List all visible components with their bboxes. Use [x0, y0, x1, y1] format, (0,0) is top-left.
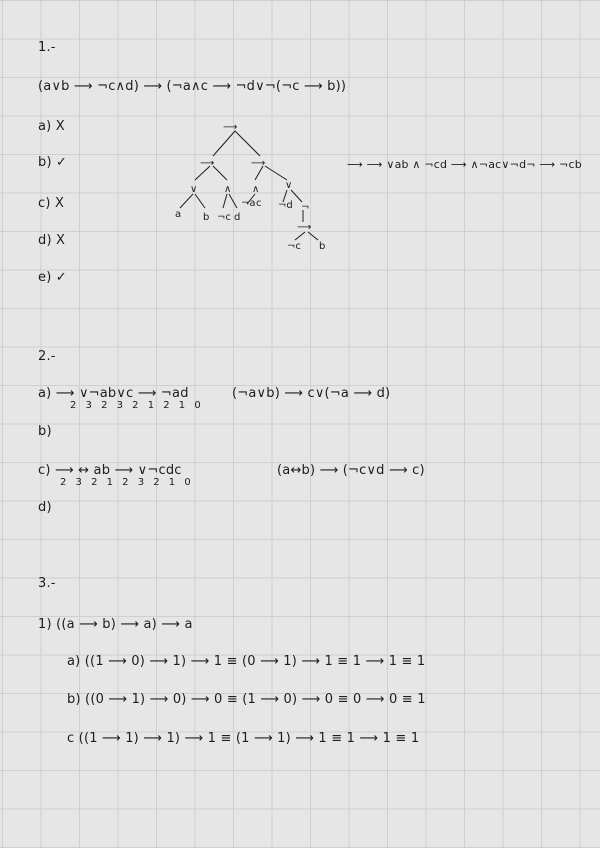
- tree-leaf: ¬c: [287, 241, 301, 252]
- s3-line-b: b) ((0 ⟶ 1) ⟶ 0) ⟶ 0 ≡ (1 ⟶ 0) ⟶ 0 ≡ 0 ⟶ 0 ≡ 1: [67, 692, 426, 707]
- tree-edge: [308, 232, 318, 240]
- tree-leaf: ¬c: [217, 212, 231, 223]
- s2-a-infix: (¬a∨b) ⟶ c∨(¬a ⟶ d): [232, 386, 391, 401]
- tree-node: ⟶: [200, 158, 215, 169]
- s2-c-infix: (a↔b) ⟶ (¬c∨d ⟶ c): [277, 463, 425, 478]
- tree-node: ⟶: [223, 122, 238, 133]
- section-2-heading: 2.-: [38, 349, 56, 364]
- tree-edge: [235, 131, 260, 156]
- tree-edge: [195, 194, 205, 208]
- tree-edge: [265, 166, 287, 180]
- tree-node: ∨: [285, 180, 293, 191]
- tree-leaf: a: [175, 209, 182, 220]
- answer-e: e) ✓: [38, 270, 67, 285]
- tree-leaf: c: [256, 198, 262, 209]
- tree-leaf: ¬d: [278, 200, 293, 211]
- polish-notation: ⟶ ⟶ ∨ab ∧ ¬cd ⟶ ∧¬ac∨¬d¬ ⟶ ¬cb: [347, 158, 582, 171]
- tree-node: ⟶: [297, 222, 312, 233]
- answer-d: d) X: [38, 233, 66, 248]
- tree-node: ∨: [190, 184, 198, 195]
- s2-a-line: a) ⟶ ∨¬ab∨c ⟶ ¬ad: [38, 386, 189, 401]
- tree-node: ∧: [252, 184, 260, 195]
- tree-leaf: b: [319, 241, 326, 252]
- tree-edge: [223, 194, 227, 208]
- s3-line-a: a) ((1 ⟶ 0) ⟶ 1) ⟶ 1 ≡ (0 ⟶ 1) ⟶ 1 ≡ 1 ⟶ 1 ≡ 1: [67, 654, 426, 669]
- answer-c: c) X: [38, 196, 65, 211]
- tree-edge: [295, 232, 305, 240]
- s2-d-line: d): [38, 500, 52, 515]
- section-1-formula: (a∨b ⟶ ¬c∧d) ⟶ (¬a∧c ⟶ ¬d∨¬(¬c ⟶ b)): [38, 79, 347, 94]
- s3-line-c: c ((1 ⟶ 1) ⟶ 1) ⟶ 1 ≡ (1 ⟶ 1) ⟶ 1 ≡ 1 ⟶ 1 ≡ 1: [67, 731, 420, 746]
- s3-q1: 1) ((a ⟶ b) ⟶ a) ⟶ a: [38, 617, 193, 632]
- tree-leaf: ¬a: [241, 198, 256, 209]
- tree-edge: [180, 194, 193, 208]
- s2-b-line: b): [38, 424, 52, 439]
- s2-c-line: c) ⟶ ↔ ab ⟶ ∨¬cdc: [38, 463, 182, 478]
- tree-leaf: d: [234, 212, 241, 223]
- tree-node: ∧: [224, 184, 232, 195]
- answer-a: a) X: [38, 119, 65, 134]
- tree-edge: [229, 194, 237, 208]
- syntax-tree: [165, 118, 340, 253]
- s2-a-numbers: 2 3 2 3 2 1 2 1 0: [70, 400, 204, 411]
- tree-node: ¬: [301, 202, 310, 213]
- tree-leaf: b: [203, 212, 210, 223]
- tree-node: ⟶: [251, 158, 266, 169]
- section-3-heading: 3.-: [38, 576, 56, 591]
- tree-edge: [213, 166, 227, 180]
- answer-b: b) ✓: [38, 155, 68, 170]
- s2-c-numbers: 2 3 2 1 2 3 2 1 0: [60, 477, 194, 488]
- tree-edge: [213, 131, 235, 156]
- section-1-heading: 1.-: [38, 40, 56, 55]
